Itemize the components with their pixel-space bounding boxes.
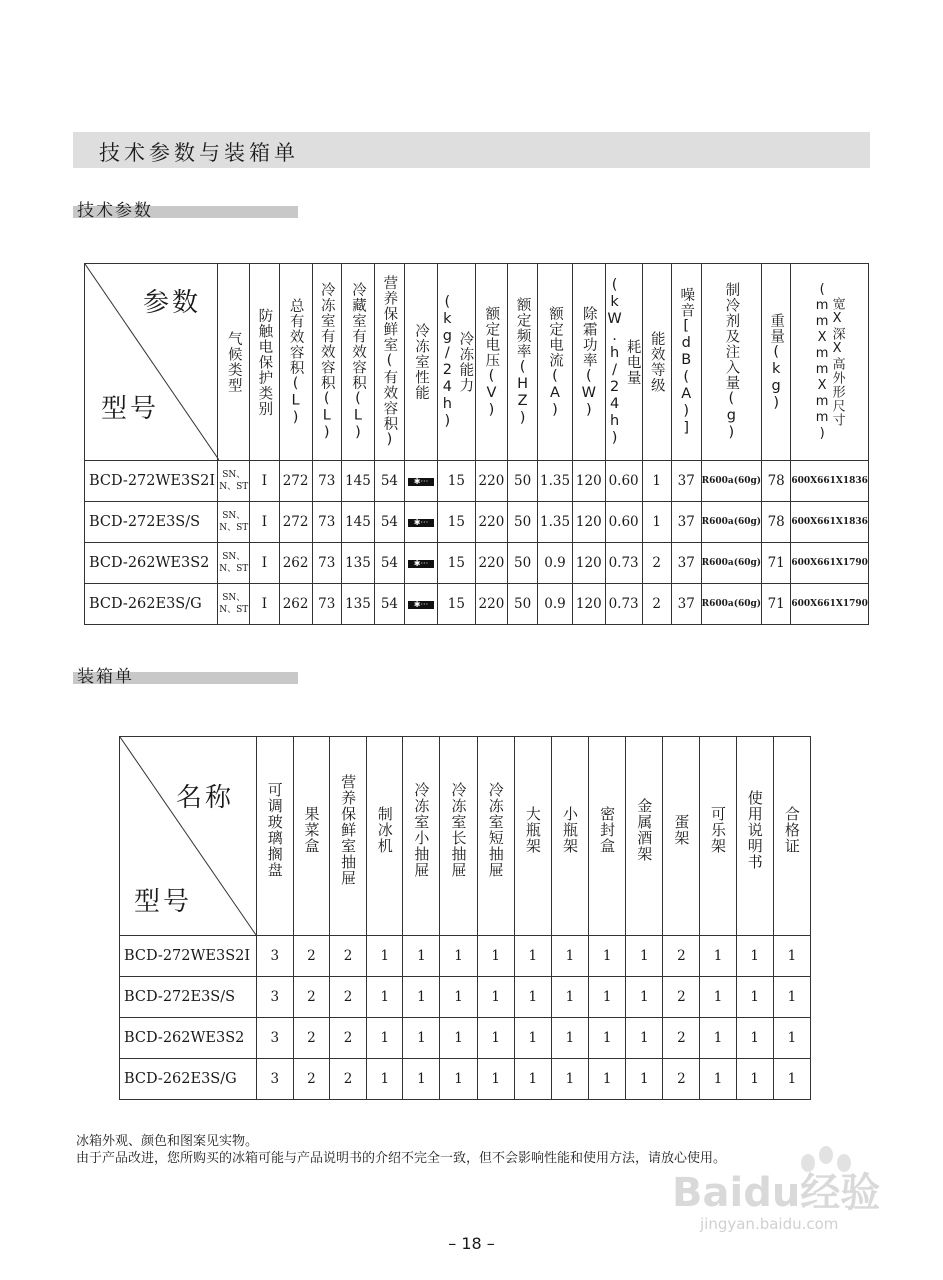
notes [76, 1133, 726, 1167]
spec-header: 重量(kg) [768, 312, 785, 412]
spec-cell-dims: 600X661X1790 [791, 543, 869, 584]
spec-cell-grade: 1 [642, 461, 671, 502]
packing-cell: 1 [477, 936, 514, 977]
spec-cell-capacity: 15 [438, 543, 476, 584]
note-line: 冰箱外观、颜色和图案见实物。 [76, 1134, 259, 1149]
spec-cell-defrost: 120 [573, 584, 606, 625]
packing-cell: 1 [367, 1018, 403, 1059]
spec-cell-freq: 50 [508, 461, 538, 502]
packing-cell: 1 [367, 936, 403, 977]
packing-cell: 1 [367, 1059, 403, 1100]
spec-header: 制冷剂及注入量(g) [723, 282, 740, 442]
packing-cell: 3 [256, 1059, 293, 1100]
spec-cell-voltage: 220 [475, 461, 508, 502]
spec-cell-capacity: 15 [438, 584, 476, 625]
model-cell: BCD-272WE3S2I [85, 461, 218, 502]
spec-cell-freezer: 73 [312, 543, 341, 584]
spec-header: 冷藏室有效容积(L) [349, 282, 366, 442]
spec-header: 总有效容积(L) [287, 297, 304, 427]
spec-cell-climate: SN、N、ST [218, 584, 250, 625]
spec-cell-freezer: 73 [312, 584, 341, 625]
packing-cell: 1 [551, 1018, 588, 1059]
packing-cell: 1 [403, 977, 440, 1018]
spec-cell-capacity: 15 [438, 461, 476, 502]
spec-cell-fresh: 54 [375, 584, 405, 625]
spec-cell-noise: 37 [671, 543, 701, 584]
packing-cell: 1 [736, 1018, 773, 1059]
packing-cell: 1 [514, 936, 551, 977]
spec-row [85, 461, 869, 502]
spec-cell-defrost: 120 [573, 543, 606, 584]
packing-cell: 1 [773, 1018, 810, 1059]
packing-cell: 2 [663, 936, 700, 977]
packing-cell: 1 [773, 936, 810, 977]
packing-cell: 1 [700, 977, 736, 1018]
spec-header: 防触电保护类别 [256, 307, 273, 417]
packing-cell: 1 [700, 1018, 736, 1059]
packing-row [120, 1018, 811, 1059]
spec-header: 耗电量(kW.h/24h) [606, 277, 641, 447]
spec-cell-noise: 37 [671, 502, 701, 543]
spec-cell-protection: I [250, 584, 279, 625]
spec-cell-voltage: 220 [475, 584, 508, 625]
packing-cell: 1 [626, 936, 663, 977]
freezer-star-cell [404, 502, 437, 543]
packing-corner-cell [120, 737, 257, 936]
spec-cell-current: 0.9 [538, 543, 573, 584]
freezer-star-rating-icon: ✱··· [408, 560, 434, 568]
spec-corner-top: 参数 [143, 288, 202, 318]
model-cell: BCD-272E3S/S [85, 502, 218, 543]
spec-header: 能效等级 [648, 331, 665, 393]
packing-cell: 2 [663, 977, 700, 1018]
packing-header: 大瓶架 [523, 806, 542, 854]
spec-cell-grade: 1 [642, 502, 671, 543]
spec-cell-freq: 50 [508, 543, 538, 584]
packing-cell: 1 [477, 1059, 514, 1100]
packing-header: 合格证 [782, 806, 801, 854]
spec-cell-total: 262 [279, 543, 312, 584]
packing-cell: 2 [330, 1059, 367, 1100]
packing-cell: 1 [736, 936, 773, 977]
packing-header: 密封盒 [598, 806, 617, 854]
spec-cell-refrigerant: R600a(60g) [701, 461, 761, 502]
section-banner [73, 132, 870, 168]
spec-cell-current: 1.35 [538, 502, 573, 543]
spec-subheading [73, 196, 303, 221]
packing-cell: 2 [663, 1059, 700, 1100]
packing-subheading-text: 装箱单 [77, 667, 134, 687]
packing-cell: 1 [514, 1059, 551, 1100]
packing-header: 营养保鲜室抽屉 [339, 774, 358, 886]
spec-cell-freq: 50 [508, 502, 538, 543]
packing-cell: 1 [589, 977, 626, 1018]
packing-cell: 1 [477, 977, 514, 1018]
spec-cell-fridge: 135 [341, 543, 374, 584]
spec-cell-fridge: 145 [341, 461, 374, 502]
spec-cell-climate: SN、N、ST [218, 461, 250, 502]
spec-header-row [85, 264, 869, 461]
packing-header: 制冰机 [375, 806, 394, 854]
packing-cell: 1 [736, 977, 773, 1018]
spec-header: 宽X深X高外形尺寸(mmXmmXmm) [814, 282, 845, 442]
spec-cell-voltage: 220 [475, 543, 508, 584]
spec-header: 冷冻室有效容积(L) [318, 282, 335, 442]
spec-cell-refrigerant: R600a(60g) [701, 502, 761, 543]
packing-cell: 1 [773, 1059, 810, 1100]
packing-cell: 1 [626, 1018, 663, 1059]
packing-cell: 1 [514, 1018, 551, 1059]
spec-row [85, 502, 869, 543]
spec-cell-fresh: 54 [375, 461, 405, 502]
packing-header: 冷冻室短抽屉 [486, 782, 505, 878]
spec-header: 额定电压(V) [483, 305, 500, 419]
spec-table [84, 263, 869, 625]
watermark [660, 1135, 900, 1245]
packing-cell: 1 [773, 977, 810, 1018]
model-cell: BCD-262WE3S2 [85, 543, 218, 584]
packing-header-row [120, 737, 811, 936]
packing-header: 蛋架 [672, 814, 691, 846]
spec-subheading-text: 技术参数 [77, 201, 153, 221]
model-cell: BCD-272WE3S2I [120, 936, 257, 977]
packing-cell: 1 [626, 977, 663, 1018]
spec-header: 噪音[dB(A)] [678, 287, 695, 437]
model-cell: BCD-262WE3S2 [120, 1018, 257, 1059]
spec-cell-freezer: 73 [312, 461, 341, 502]
packing-cell: 2 [330, 1018, 367, 1059]
spec-cell-fresh: 54 [375, 543, 405, 584]
spec-cell-total: 272 [279, 502, 312, 543]
freezer-star-cell [404, 461, 437, 502]
packing-cell: 1 [551, 977, 588, 1018]
page-number: – 18 – [448, 1234, 495, 1253]
packing-header: 金属酒架 [635, 798, 654, 862]
packing-corner-top: 名称 [176, 783, 235, 813]
packing-cell: 1 [589, 936, 626, 977]
packing-cell: 1 [514, 977, 551, 1018]
spec-cell-total: 272 [279, 461, 312, 502]
spec-cell-protection: I [250, 502, 279, 543]
spec-header: 额定电流(A) [547, 305, 564, 419]
spec-header: 冷冻室性能 [412, 323, 429, 401]
packing-cell: 1 [440, 936, 477, 977]
freezer-star-rating-icon: ✱··· [408, 601, 434, 609]
packing-cell: 1 [403, 1018, 440, 1059]
freezer-star-cell [404, 543, 437, 584]
packing-header: 冷冻室长抽屉 [449, 782, 468, 878]
spec-cell-power: 0.73 [605, 543, 642, 584]
spec-cell-climate: SN、N、ST [218, 502, 250, 543]
packing-cell: 1 [403, 936, 440, 977]
packing-table [119, 736, 811, 1100]
spec-cell-freq: 50 [508, 584, 538, 625]
spec-cell-fresh: 54 [375, 502, 405, 543]
spec-cell-power: 0.60 [605, 461, 642, 502]
spec-cell-voltage: 220 [475, 502, 508, 543]
spec-cell-noise: 37 [671, 461, 701, 502]
packing-cell: 3 [256, 1018, 293, 1059]
packing-cell: 1 [736, 1059, 773, 1100]
spec-header: 除霜功率(W) [580, 305, 597, 419]
freezer-star-rating-icon: ✱··· [408, 519, 434, 527]
packing-cell: 1 [551, 936, 588, 977]
packing-cell: 2 [293, 1059, 329, 1100]
packing-header: 果菜盒 [302, 806, 321, 854]
packing-row [120, 977, 811, 1018]
spec-cell-protection: I [250, 543, 279, 584]
packing-cell: 2 [330, 936, 367, 977]
spec-cell-freezer: 73 [312, 502, 341, 543]
spec-cell-defrost: 120 [573, 502, 606, 543]
packing-cell: 1 [477, 1018, 514, 1059]
packing-header: 小瓶架 [560, 806, 579, 854]
spec-cell-weight: 71 [762, 543, 791, 584]
packing-cell: 1 [551, 1059, 588, 1100]
spec-cell-defrost: 120 [573, 461, 606, 502]
spec-cell-current: 0.9 [538, 584, 573, 625]
packing-cell: 3 [256, 977, 293, 1018]
packing-cell: 1 [700, 936, 736, 977]
spec-cell-dims: 600X661X1790 [791, 584, 869, 625]
watermark-logo: Baidu经验 [672, 1170, 881, 1216]
model-cell: BCD-272E3S/S [120, 977, 257, 1018]
packing-cell: 1 [589, 1059, 626, 1100]
packing-cell: 3 [256, 936, 293, 977]
spec-cell-grade: 2 [642, 584, 671, 625]
model-cell: BCD-262E3S/G [85, 584, 218, 625]
spec-cell-current: 1.35 [538, 461, 573, 502]
packing-cell: 1 [440, 1059, 477, 1100]
spec-cell-fridge: 135 [341, 584, 374, 625]
packing-header: 冷冻室小抽屉 [412, 782, 431, 878]
packing-cell: 2 [330, 977, 367, 1018]
watermark-url: jingyan.baidu.com [700, 1215, 839, 1233]
spec-cell-capacity: 15 [438, 502, 476, 543]
model-cell: BCD-262E3S/G [120, 1059, 257, 1100]
spec-row [85, 584, 869, 625]
spec-cell-refrigerant: R600a(60g) [701, 584, 761, 625]
packing-cell: 1 [367, 977, 403, 1018]
packing-header: 可乐架 [709, 806, 728, 854]
packing-cell: 2 [293, 936, 329, 977]
spec-cell-power: 0.60 [605, 502, 642, 543]
spec-cell-noise: 37 [671, 584, 701, 625]
packing-cell: 2 [293, 1018, 329, 1059]
spec-cell-refrigerant: R600a(60g) [701, 543, 761, 584]
packing-corner-bottom: 型号 [134, 887, 193, 917]
spec-header: 冷冻能力(kg/24h) [439, 294, 474, 430]
spec-cell-weight: 78 [762, 502, 791, 543]
spec-cell-grade: 2 [642, 543, 671, 584]
note-line: 由于产品改进，您所购买的冰箱可能与产品说明书的介绍不完全一致，但不会影响性能和使用方法，请放心使用。 [76, 1151, 727, 1166]
spec-corner-cell [85, 264, 218, 461]
packing-row [120, 936, 811, 977]
packing-header: 可调玻璃搁盘 [265, 782, 284, 878]
spec-cell-climate: SN、N、ST [218, 543, 250, 584]
packing-cell: 1 [589, 1018, 626, 1059]
section-title: 技术参数与装箱单 [99, 141, 299, 165]
freezer-star-cell [404, 584, 437, 625]
spec-header: 额定频率(HZ) [514, 297, 531, 427]
spec-cell-fridge: 145 [341, 502, 374, 543]
spec-header: 营养保鲜室(有效容积) [381, 275, 398, 449]
packing-subheading [73, 662, 303, 687]
spec-cell-dims: 600X661X1836 [791, 461, 869, 502]
spec-cell-weight: 78 [762, 461, 791, 502]
packing-cell: 1 [440, 977, 477, 1018]
packing-cell: 2 [663, 1018, 700, 1059]
spec-cell-protection: I [250, 461, 279, 502]
spec-row [85, 543, 869, 584]
packing-header: 使用说明书 [745, 790, 764, 870]
spec-cell-power: 0.73 [605, 584, 642, 625]
packing-cell: 1 [700, 1059, 736, 1100]
packing-cell: 2 [293, 977, 329, 1018]
packing-cell: 1 [440, 1018, 477, 1059]
spec-cell-weight: 71 [762, 584, 791, 625]
freezer-star-rating-icon: ✱··· [408, 478, 434, 486]
packing-cell: 1 [403, 1059, 440, 1100]
spec-cell-dims: 600X661X1836 [791, 502, 869, 543]
spec-corner-bottom: 型号 [101, 394, 160, 424]
packing-row [120, 1059, 811, 1100]
packing-cell: 1 [626, 1059, 663, 1100]
spec-cell-total: 262 [279, 584, 312, 625]
spec-header: 气候类型 [225, 331, 242, 393]
